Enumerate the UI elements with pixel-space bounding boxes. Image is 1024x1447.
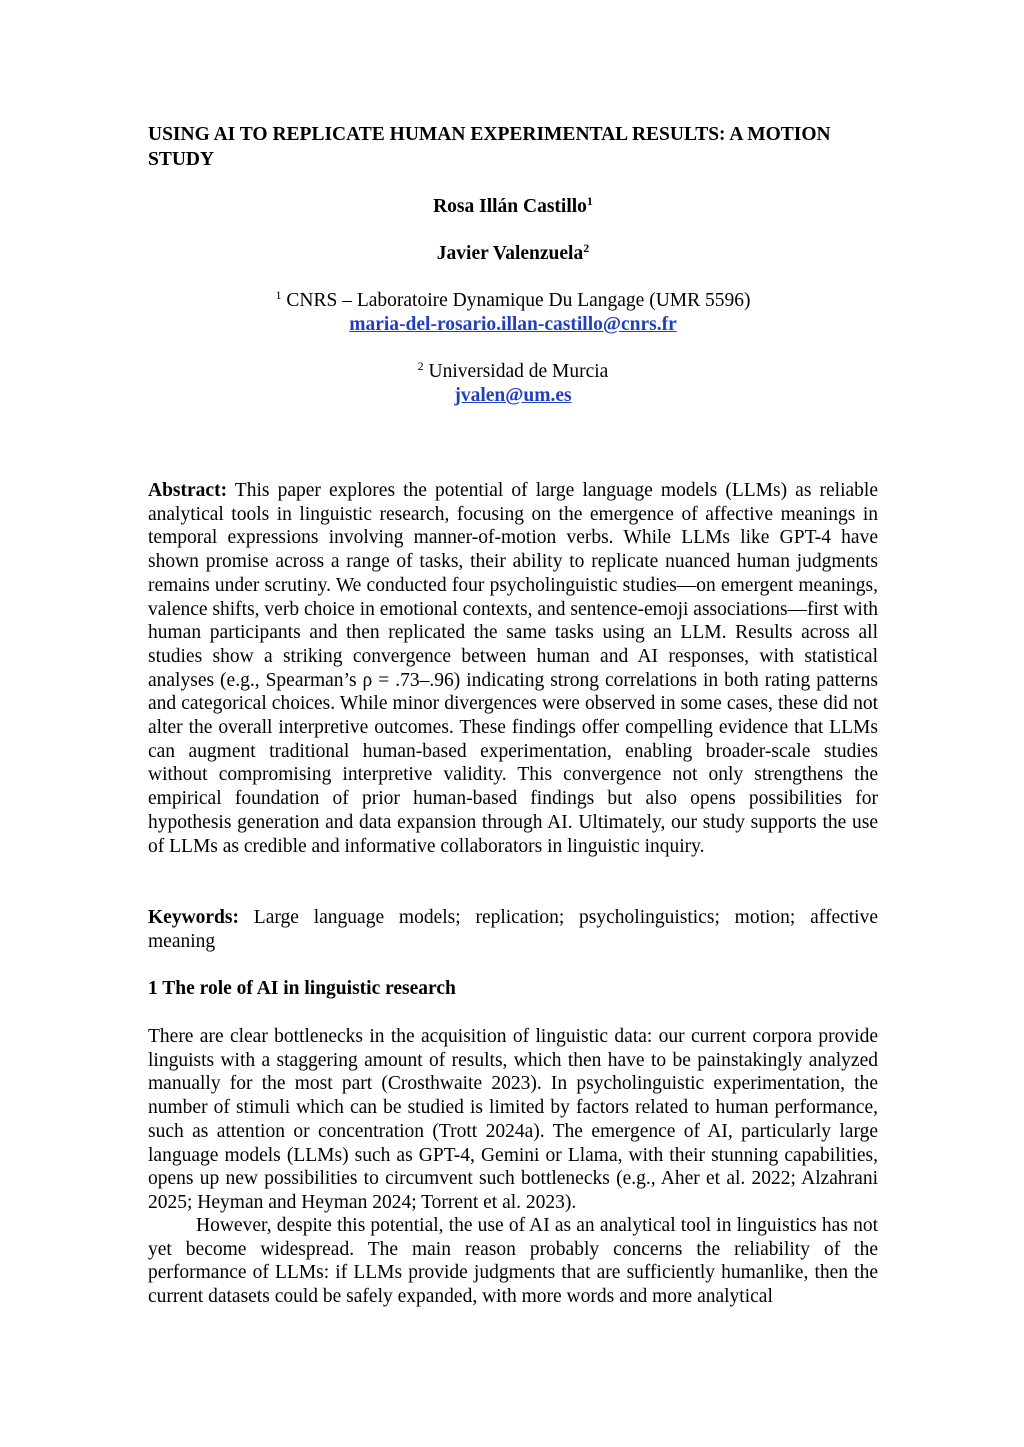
author-1 bbox=[148, 195, 878, 219]
author-2-name: Javier Valenzuela bbox=[436, 243, 584, 264]
section-1-heading: 1 The role of AI in linguistic research bbox=[148, 978, 456, 999]
section-1-paragraph-2: However, despite this potential, the use of AI as an analytical tool in linguistics has not yet become widespread. The main reason probably concerns the reliability of the performance of LLMs: if LLMs provide judgments that are sufficiently humanlike, then the current datasets could be safely expanded, with more words and more analytical bbox=[148, 1215, 878, 1308]
abstract bbox=[148, 479, 878, 858]
paper-title: USING AI TO REPLICATE HUMAN EXPERIMENTAL RESULTS: A MOTION STUDY bbox=[148, 124, 831, 170]
affiliation-1 bbox=[148, 289, 878, 313]
author-1-sup: 1 bbox=[586, 194, 593, 208]
keywords-label: Keywords: bbox=[148, 907, 239, 928]
affiliation-2-email-link[interactable]: jvalen@um.es bbox=[454, 385, 572, 406]
affiliation-1-name: CNRS – Laboratoire Dynamique Du Langage (UMR 5596) bbox=[281, 290, 751, 311]
affiliation-1-email-line bbox=[148, 313, 878, 337]
affiliation-1-sup: 1 bbox=[275, 288, 282, 302]
keywords-text: Large language models; replication; psycholinguistics; motion; affective meaning bbox=[148, 907, 878, 952]
affiliation-2-sup: 2 bbox=[417, 359, 424, 373]
section-1-paragraph-1: There are clear bottlenecks in the acquisition of linguistic data: our current corpora provide linguists with a staggering amount of results, which then have to be painstakingly analyzed manually for the most part (Crosthwaite 2023). In psycholinguistic experimentation, the number of stimuli which can be studied is limited by factors related to human performance, such as attention or concentration (Trott 2024a). The emergence of AI, particularly large language models (LLMs) such as GPT-4, Gemini or Llama, with their stunning capabilities, opens up new possibilities to circumvent such bottlenecks (e.g., Aher et al. 2022; Alzahrani 2025; Heyman and Heyman 2024; Torrent et al. 2023). bbox=[148, 1026, 878, 1213]
keywords bbox=[148, 906, 878, 953]
abstract-label: Abstract: bbox=[148, 480, 228, 501]
author-2 bbox=[148, 242, 878, 266]
affiliation-2-email-line bbox=[148, 384, 878, 408]
abstract-text: This paper explores the potential of large language models (LLMs) as reliable analytical tools in linguistic research, focusing on the emergence of affective meanings in temporal expressions involving manner-of-motion verbs. While LLMs like GPT-4 have shown promise across a range of tasks, their ability to replicate nuanced human judgments remains under scrutiny. We conducted four psycholinguistic studies—on emergent meanings, valence shifts, verb choice in emotional contexts, and sentence-emoji associations—first with human participants and then replicated the same tasks using an LLM. Results across all studies show a striking convergence between human and AI responses, with statistical analyses (e.g., Spearman’s ρ = .73–.96) indicating strong correlations in both rating patterns and categorical choices. While minor divergences were observed in some cases, these did not alter the overall interpretive outcomes. These findings offer compelling evidence that LLMs can augment traditional human-based experimentation, enabling broader-scale studies without compromising interpretive validity. This convergence not only strengthens the empirical foundation of prior human-based findings but also opens possibilities for hypothesis generation and data expansion through AI. Ultimately, our study supports the use of LLMs as credible and informative collaborators in linguistic inquiry. bbox=[148, 480, 878, 857]
affiliation-2-name: Universidad de Murcia bbox=[423, 361, 609, 382]
affiliation-1-email-link[interactable]: maria-del-rosario.illan-castillo@cnrs.fr bbox=[349, 314, 677, 335]
author-1-name: Rosa Illán Castillo bbox=[433, 196, 587, 217]
affiliation-2 bbox=[148, 360, 878, 384]
author-2-sup: 2 bbox=[583, 241, 590, 255]
